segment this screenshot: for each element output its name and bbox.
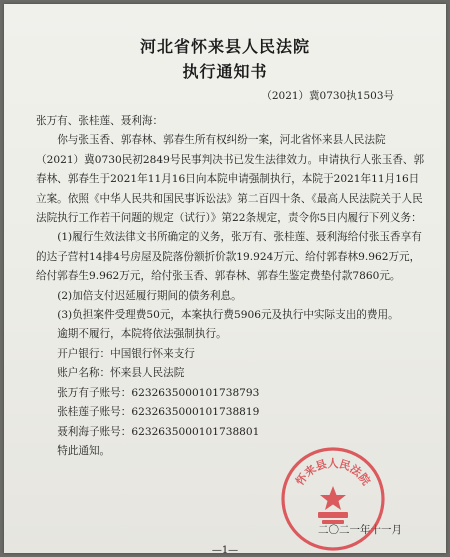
issue-date: 二〇二一年十一月 bbox=[318, 524, 402, 536]
account-label: 开户银行： bbox=[57, 347, 111, 360]
closing-remark: 特此通知。 bbox=[57, 444, 111, 457]
paragraph-obligation-1: (1)履行生效法律文书所确定的义务，张万有、张桂莲、聂利海给付张玉香享有的达子营村14排4号房屋及院落份额折价款19.924万元、给付郭春林9.962万元，给付郭春生9.962万元，给付张玉香、郭春林、郭春生鉴定费垫付款7860元。 bbox=[36, 231, 422, 283]
paragraph-obligation-2: (2)加倍支付迟延履行期间的债务利息。 bbox=[57, 289, 242, 302]
addressees: 张万有、张桂莲、聂利海： bbox=[36, 115, 164, 127]
account-row-nie-lihai bbox=[36, 423, 428, 442]
seal-text: 怀来县人民法院 bbox=[293, 457, 373, 488]
account-label: 聂利海子账号： bbox=[57, 425, 132, 438]
account-row-zhang-wanyou bbox=[36, 384, 428, 403]
account-row-bank bbox=[36, 345, 428, 364]
account-value: 怀来县人民法院 bbox=[110, 367, 185, 380]
account-value: 6232635000101738801 bbox=[131, 425, 260, 438]
notice-paper bbox=[4, 4, 446, 553]
account-label: 张万有子账号： bbox=[57, 386, 132, 399]
notice-title: 执行通知书 bbox=[182, 62, 268, 81]
svg-text:怀来县人民法院 bbox=[292, 457, 374, 489]
account-label: 张桂莲子账号： bbox=[57, 406, 132, 419]
account-value: 6232635000101738793 bbox=[131, 386, 260, 399]
notice-body bbox=[36, 112, 428, 461]
account-label: 账户名称： bbox=[57, 367, 111, 380]
court-seal-icon bbox=[278, 444, 388, 553]
paragraph-warning: 逾期不履行，本院将依法强制执行。 bbox=[57, 328, 227, 341]
account-value: 中国银行怀来支行 bbox=[110, 347, 195, 360]
court-name-heading: 河北省怀来县人民法院 bbox=[139, 37, 310, 56]
account-row-zhang-guilian bbox=[36, 403, 428, 422]
page-number: —1— bbox=[211, 545, 239, 553]
account-row-name bbox=[36, 364, 428, 383]
account-value: 6232635000101738819 bbox=[131, 406, 260, 419]
case-number: （2021）冀0730执1503号 bbox=[261, 90, 394, 102]
paragraph-obligation-3: (3)负担案件受理费50元，本案执行费5906元及执行中实际支出的费用。 bbox=[57, 309, 399, 322]
paragraph-intro: 你与张玉香、郭春林、郭春生所有权纠纷一案，河北省怀来县人民法院（2021）冀0730民初2849号民事判决书已发生法律效力。申请执行人张玉香、郭春林、郭春生于2021年11月16日向本院申请强制执行，本院于2021年11月16日立案。依照《中华人民共和国民事诉讼法》第二百四十条、《最高人民法院关于人民法院执行工作若干问题的规定（试行）》第22条规定，责令你5日内履行下列义务： bbox=[36, 134, 425, 225]
